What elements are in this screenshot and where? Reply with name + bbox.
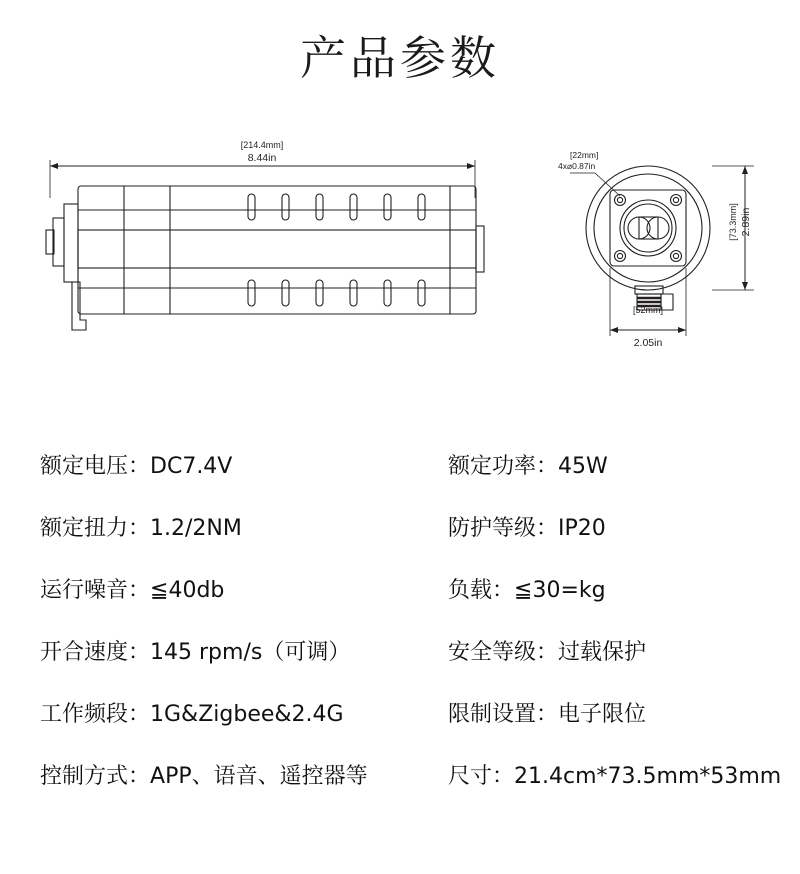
- end-view-hole-note-count: 4x⌀0.87in: [558, 161, 596, 171]
- spec-label: 开合速度：: [40, 640, 151, 665]
- spec-label: 负载：: [448, 578, 515, 603]
- product-dimension-drawing: [0, 118, 800, 418]
- spec-row-running-noise: [40, 560, 440, 622]
- end-view-width-in: 2.05in: [633, 337, 663, 349]
- spec-label: 限制设置：: [448, 702, 559, 727]
- side-view-dim-in: 8.44in: [247, 152, 277, 164]
- spec-value: APP、语音、遥控器等: [150, 764, 368, 789]
- spec-row-protection-grade: [440, 498, 781, 560]
- spec-value: ≦40db: [150, 578, 225, 603]
- end-view-height-mm: [73.3mm]: [728, 203, 738, 241]
- spec-row-rated-power: [440, 436, 781, 498]
- end-view-drawing: [540, 118, 790, 408]
- spec-label: 额定电压：: [40, 454, 151, 479]
- spec-row-rated-torque: [40, 498, 440, 560]
- spec-label: 工作频段：: [40, 702, 151, 727]
- spec-row-frequency-band: [40, 684, 440, 746]
- spec-row-rated-voltage: [40, 436, 440, 498]
- spec-label: 防护等级：: [448, 516, 559, 541]
- spec-value: 21.4cm*73.5mm*53mm: [514, 764, 782, 789]
- end-view-hole-note-mm: [22mm]: [570, 150, 599, 160]
- spec-row-open-close-speed: [40, 622, 440, 684]
- spec-label: 额定扭力：: [40, 516, 151, 541]
- spec-row-limit-setting: [440, 684, 781, 746]
- spec-row-load: [440, 560, 781, 622]
- spec-value: 电子限位: [558, 702, 647, 727]
- spec-value: 45W: [558, 454, 608, 479]
- spec-label: 运行噪音：: [40, 578, 151, 603]
- spec-value: DC7.4V: [150, 454, 233, 479]
- spec-value: 145 rpm/s（可调）: [150, 640, 351, 665]
- side-view-drawing: [20, 118, 540, 408]
- spec-value: ≦30=kg: [514, 578, 606, 603]
- spec-label: 尺寸：: [448, 764, 515, 789]
- page-title: 产品参数: [300, 31, 500, 85]
- spec-label: 控制方式：: [40, 764, 151, 789]
- side-view-dim-mm: [214.4mm]: [240, 140, 284, 150]
- spec-value: IP20: [558, 516, 606, 541]
- spec-row-control-method: [40, 746, 440, 808]
- spec-value: 过载保护: [558, 640, 647, 665]
- spec-row-dimensions: [440, 746, 781, 808]
- end-view-height-in: 2.89in: [740, 207, 752, 237]
- spec-row-safety-grade: [440, 622, 781, 684]
- spec-label: 额定功率：: [448, 454, 559, 479]
- spec-label: 安全等级：: [448, 640, 559, 665]
- spec-value: 1.2/2NM: [150, 516, 242, 541]
- end-view-width-mm: [52mm]: [632, 305, 664, 315]
- spec-value: 1G&Zigbee&2.4G: [150, 702, 344, 727]
- spec-table: [40, 436, 782, 808]
